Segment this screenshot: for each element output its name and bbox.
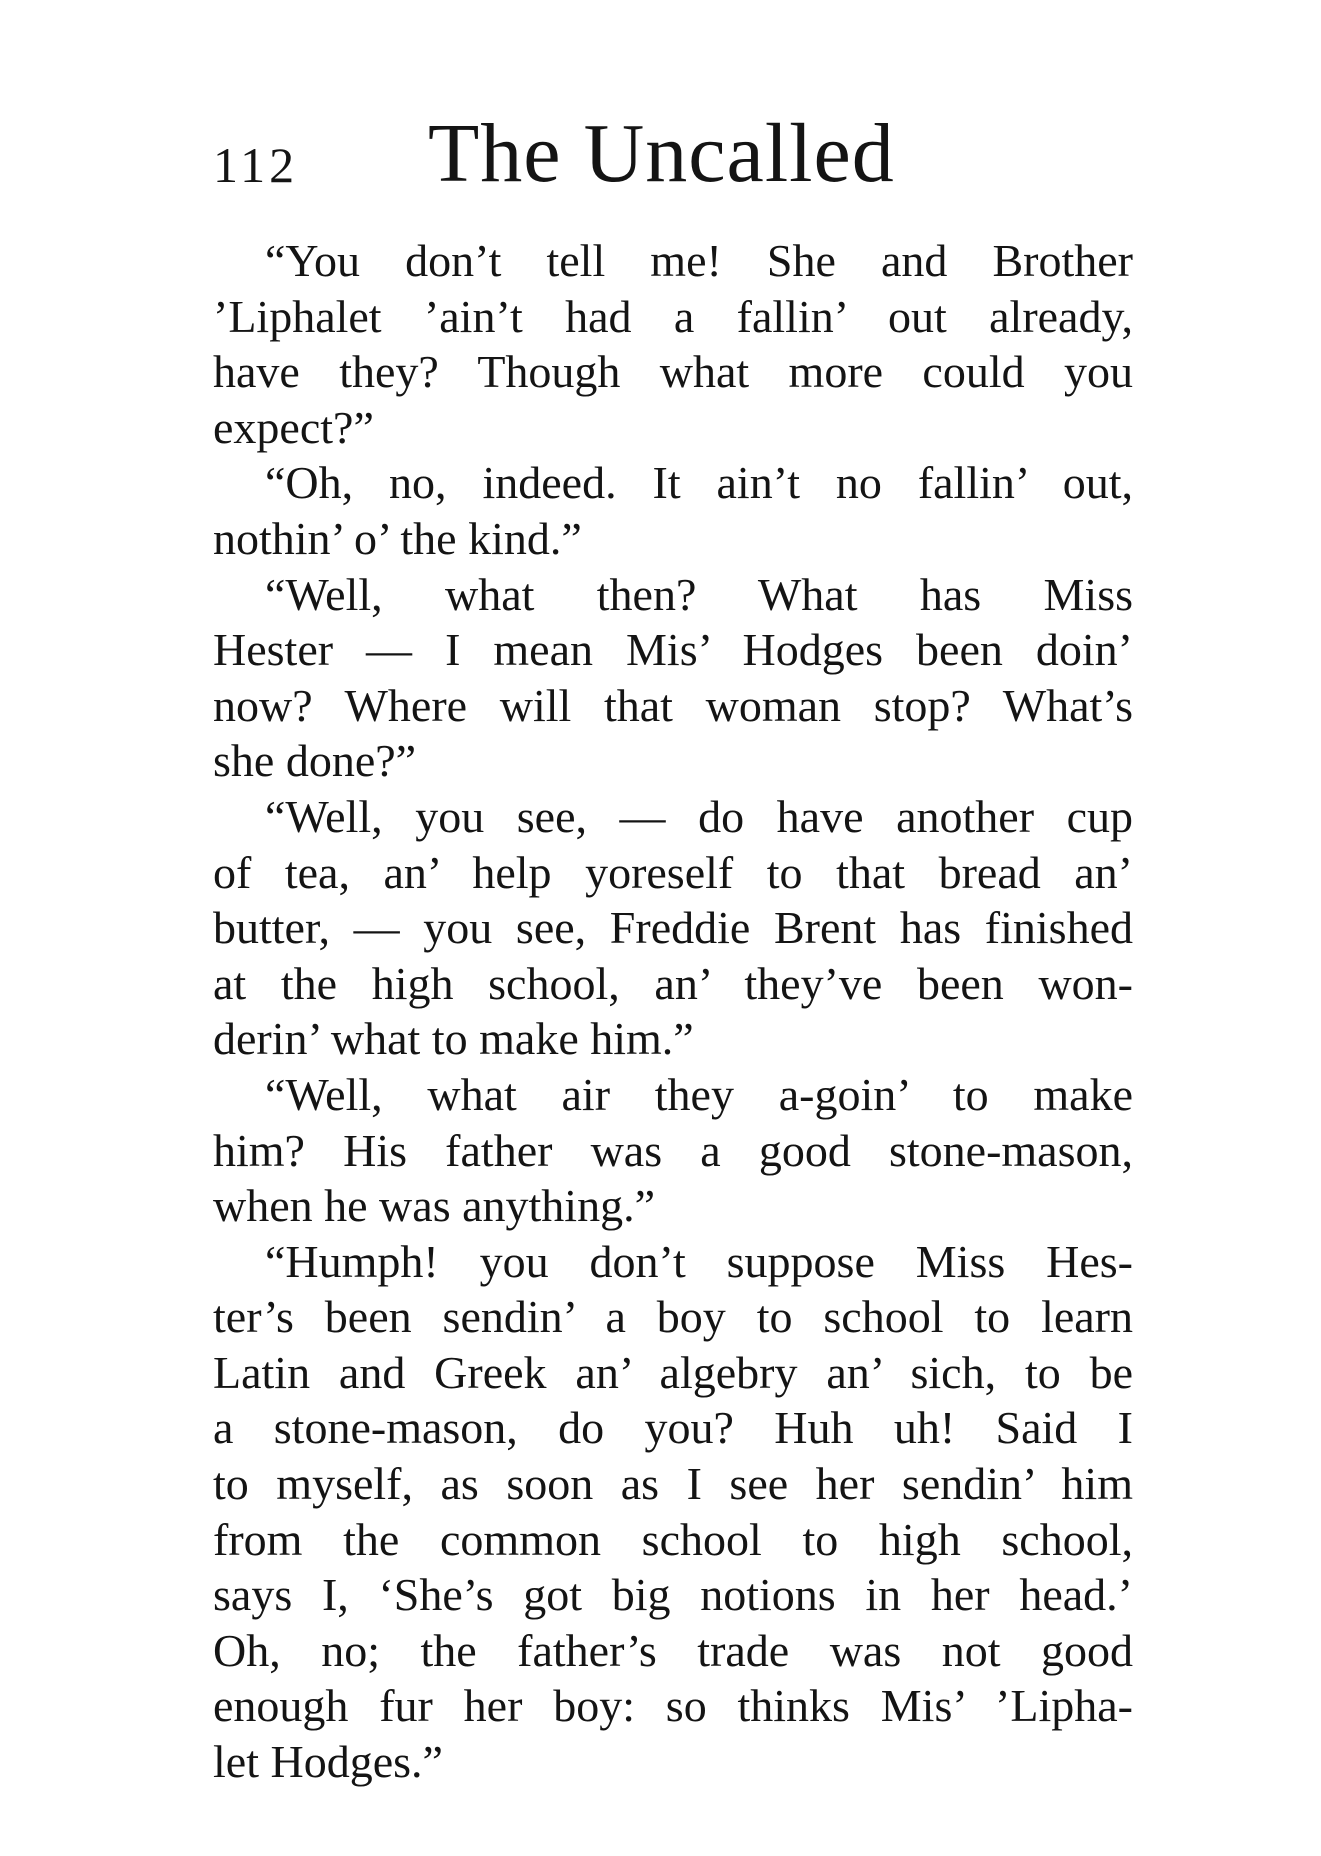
text-line: “Well, you see, — do have another cup bbox=[265, 790, 1133, 842]
text-line: ter’s been sendin’ a boy to school to learn bbox=[213, 1291, 1133, 1343]
text-line: from the common school to high school, bbox=[213, 1513, 1133, 1565]
text-line: nothin’ o’ the kind.” bbox=[213, 512, 582, 564]
text-line: have they? Though what more could you bbox=[213, 346, 1133, 398]
page-number: 112 bbox=[213, 137, 299, 193]
text-line: now? Where will that woman stop? What’s bbox=[213, 679, 1133, 731]
text-line: a stone-mason, do you? Huh uh! Said I bbox=[213, 1402, 1133, 1454]
text-line: she done?” bbox=[213, 735, 417, 787]
text-line: “Oh, no, indeed. It ain’t no fallin’ out, bbox=[265, 457, 1133, 509]
text-line: him? His father was a good stone-mason, bbox=[213, 1124, 1133, 1176]
text-line: “Well, what then? What has Miss bbox=[265, 568, 1133, 620]
text-line: enough fur her boy: so thinks Mis’ ’Lipha- bbox=[213, 1680, 1133, 1732]
text-line: of tea, an’ help yoreself to that bread an’ bbox=[213, 846, 1133, 898]
text-line: to myself, as soon as I see her sendin’ him bbox=[213, 1458, 1133, 1510]
text-line: derin’ what to make him.” bbox=[213, 1013, 694, 1065]
text-line: “You don’t tell me! She and Brother bbox=[265, 235, 1133, 286]
text-line: ’Liphalet ’ain’t had a fallin’ out already, bbox=[213, 290, 1133, 342]
text-line: butter, — you see, Freddie Brent has finished bbox=[213, 902, 1133, 954]
text-line: says I, ‘She’s got big notions in her head.’ bbox=[213, 1569, 1133, 1621]
text-line: Oh, no; the father’s trade was not good bbox=[213, 1624, 1133, 1676]
text-line: “Humph! you don’t suppose Miss Hes- bbox=[265, 1235, 1133, 1287]
text-line: at the high school, an’ they’ve been won- bbox=[213, 957, 1133, 1009]
text-line: expect?” bbox=[213, 401, 374, 453]
text-line: Latin and Greek an’ algebry an’ sich, to be bbox=[213, 1346, 1133, 1398]
running-header bbox=[213, 107, 1133, 202]
text-line: “Well, what air they a-goin’ to make bbox=[265, 1068, 1133, 1120]
text-line: Hester — I mean Mis’ Hodges been doin’ bbox=[213, 624, 1133, 676]
text-line: when he was anything.” bbox=[213, 1180, 655, 1232]
body-text bbox=[213, 233, 1133, 1790]
text-line: let Hodges.” bbox=[213, 1736, 443, 1788]
running-title: The Uncalled bbox=[428, 107, 895, 200]
